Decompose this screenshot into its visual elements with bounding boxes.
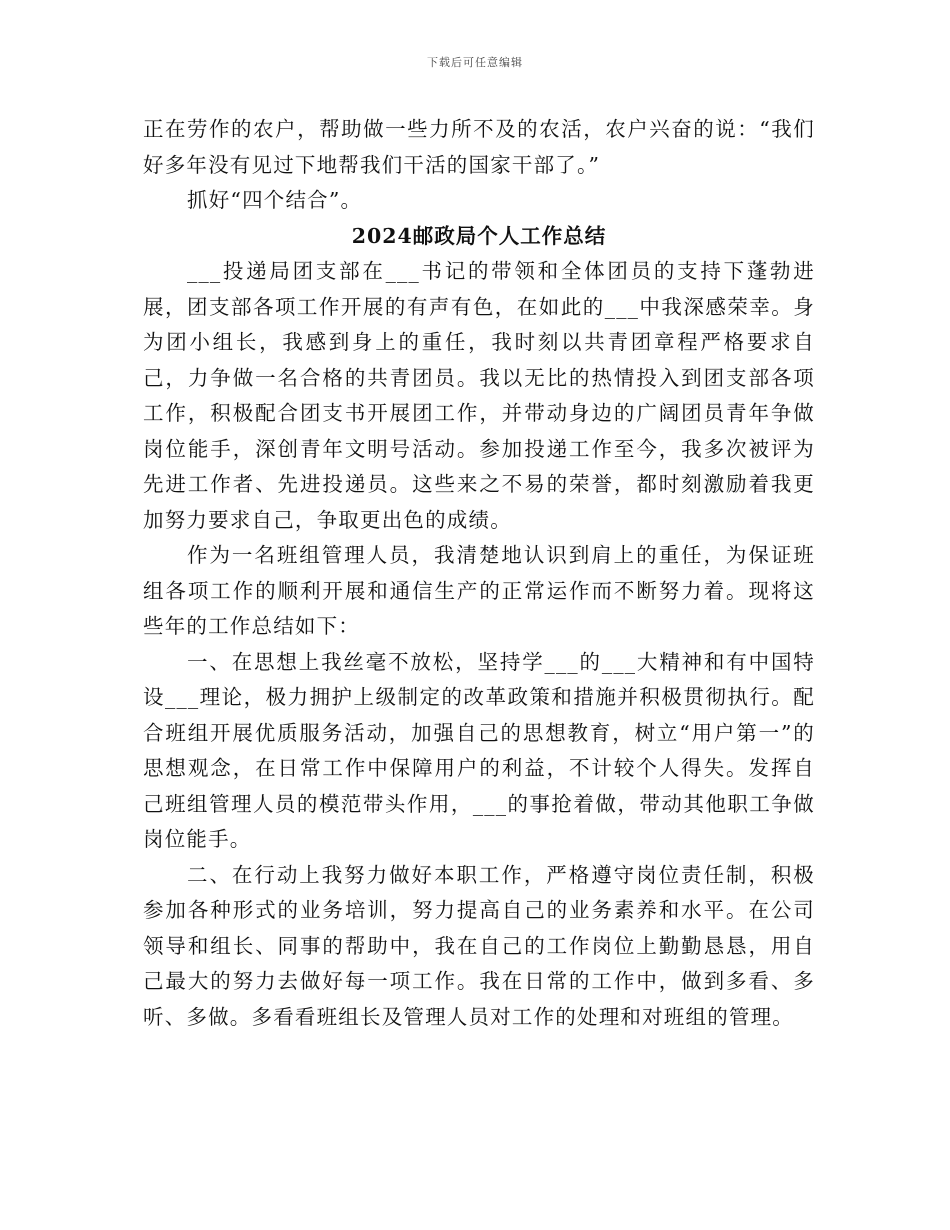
continued-paragraph: 正在劳作的农户，帮助做一些力所不及的农活，农户兴奋的说：“我们好多年没有见过下地帮我们干活的国家干部了。” xyxy=(143,117,815,177)
document-title: 2024邮政局个人工作总结 xyxy=(351,223,607,248)
body-paragraph: 二、在行动上我努力做好本职工作，严格遵守岗位责任制，积极参加各种形式的业务培训，努力提高自己的业务素养和水平。在公司领导和组长、同事的帮助中，我在自己的工作岗位上勤勤恳恳，用自己最大的努力去做好每一项工作。我在日常的工作中，做到多看、多听、多做。多看看班组长及管理人员对工作的处理和对班组的管理。 xyxy=(143,862,815,1029)
body-paragraph: ___投递局团支部在___书记的带领和全体团员的支持下蓬勃进展，团支部各项工作开展的有声有色，在如此的___中我深感荣幸。身为团小组长，我感到身上的重任，我时刻以共青团章程严格要求自己，力争做一名合格的共青团员。我以无比的热情投入到团支部各项工作，积极配合团支书开展团工作，并带动身边的广阔团员青年争做岗位能手，深创青年文明号活动。参加投递工作至今，我多次被评为先进工作者、先进投递员。这些来之不易的荣誉，都时刻激励着我更加努力要求自己，争取更出色的成绩。 xyxy=(143,259,815,532)
body-paragraph: 一、在思想上我丝毫不放松，坚持学___的___大精神和有中国特设___理论，极力拥护上级制定的改革政策和措施并积极贯彻执行。配合班组开展优质服务活动，加强自己的思想教育，树立“用户第一”的思想观念，在日常工作中保障用户的利益，不计较个人得失。发挥自己班组管理人员的模范带头作用，___的事抢着做，带动其他职工争做岗位能手。 xyxy=(143,649,815,851)
body-paragraph: 作为一名班组管理人员，我清楚地认识到肩上的重任，为保证班组各项工作的顺利开展和通信生产的正常运作而不断努力着。现将这些年的工作总结如下： xyxy=(143,543,815,638)
document-body xyxy=(143,112,815,1035)
short-paragraph: 抓好“四个结合”。 xyxy=(187,188,363,212)
header-note: 下载后可任意编辑 xyxy=(427,56,523,69)
